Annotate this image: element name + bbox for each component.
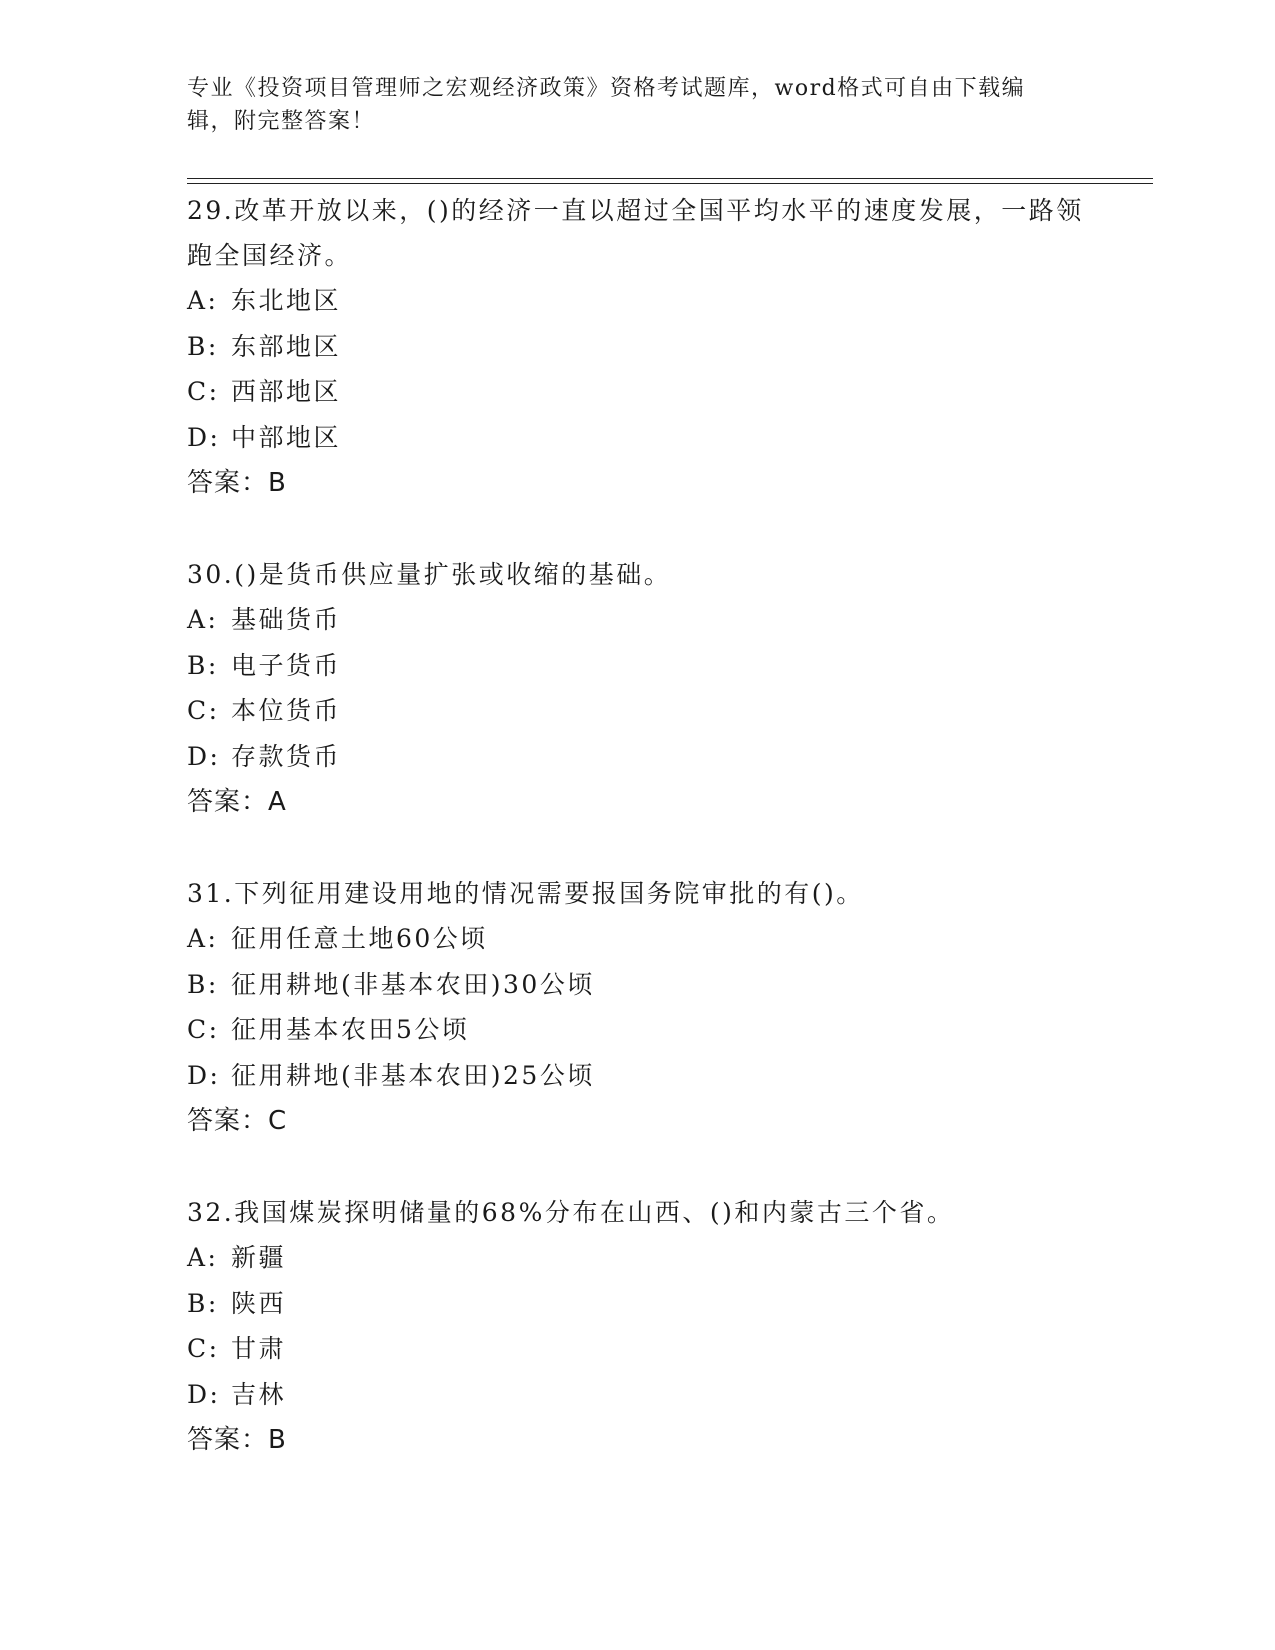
header-rule-top bbox=[187, 178, 1153, 179]
answer-line: 答案：B bbox=[187, 468, 287, 498]
option-letter: C: bbox=[187, 1334, 220, 1363]
question-29 bbox=[187, 188, 1087, 506]
answer-line: 答案：B bbox=[187, 1425, 287, 1455]
option-d bbox=[187, 415, 1087, 461]
option-a bbox=[187, 1235, 1087, 1281]
option-text: 征用任意土地60公顷 bbox=[231, 924, 488, 953]
option-text: 征用耕地(非基本农田)25公顷 bbox=[231, 1060, 595, 1090]
option-letter: C: bbox=[187, 1015, 220, 1044]
question-30 bbox=[187, 552, 1087, 825]
answer-line: 答案：A bbox=[187, 787, 287, 817]
question-stem: 30.()是货币供应量扩张或收缩的基础。 bbox=[187, 560, 672, 589]
question-31 bbox=[187, 871, 1087, 1144]
option-letter: B: bbox=[187, 331, 219, 361]
option-letter: C: bbox=[187, 696, 220, 725]
option-letter: A: bbox=[187, 1243, 219, 1272]
option-text: 中部地区 bbox=[231, 422, 342, 452]
option-letter: D: bbox=[187, 422, 221, 452]
option-letter: A: bbox=[187, 286, 219, 315]
question-stem: 29.改革开放以来，()的经济一直以超过全国平均水平的速度发展，一路领跑全国经济。 bbox=[187, 196, 1084, 270]
option-text: 西部地区 bbox=[231, 377, 342, 406]
option-text: 征用耕地(非基本农田)30公顷 bbox=[231, 969, 595, 999]
option-letter: B: bbox=[187, 1288, 219, 1318]
option-a bbox=[187, 597, 1087, 643]
option-letter: D: bbox=[187, 1379, 221, 1409]
option-c bbox=[187, 369, 1087, 415]
option-a bbox=[187, 278, 1087, 324]
option-text: 新疆 bbox=[231, 1243, 287, 1272]
option-letter: D: bbox=[187, 741, 221, 771]
option-c bbox=[187, 1007, 1087, 1053]
option-text: 东部地区 bbox=[231, 331, 342, 361]
option-letter: B: bbox=[187, 650, 219, 680]
option-b bbox=[187, 324, 1087, 370]
header-rule-bottom bbox=[187, 183, 1153, 184]
option-text: 吉林 bbox=[231, 1379, 287, 1409]
option-letter: A: bbox=[187, 605, 219, 634]
option-b bbox=[187, 1281, 1087, 1327]
option-text: 征用基本农田5公顷 bbox=[231, 1015, 470, 1044]
option-c bbox=[187, 688, 1087, 734]
option-b bbox=[187, 962, 1087, 1008]
option-letter: B: bbox=[187, 969, 219, 999]
question-stem: 31.下列征用建设用地的情况需要报国务院审批的有()。 bbox=[187, 879, 864, 908]
option-d bbox=[187, 1053, 1087, 1099]
question-list bbox=[187, 188, 1087, 1509]
option-a bbox=[187, 916, 1087, 962]
option-d bbox=[187, 1372, 1087, 1418]
option-text: 东北地区 bbox=[231, 286, 342, 315]
option-text: 电子货币 bbox=[231, 650, 342, 680]
option-c bbox=[187, 1326, 1087, 1372]
option-letter: A: bbox=[187, 924, 219, 953]
question-32 bbox=[187, 1190, 1087, 1463]
option-b bbox=[187, 643, 1087, 689]
option-letter: C: bbox=[187, 377, 220, 406]
option-letter: D: bbox=[187, 1060, 221, 1090]
option-d bbox=[187, 734, 1087, 780]
option-text: 存款货币 bbox=[231, 741, 342, 771]
answer-line: 答案：C bbox=[187, 1106, 288, 1136]
option-text: 本位货币 bbox=[231, 696, 342, 725]
document-header: 专业《投资项目管理师之宏观经济政策》资格考试题库，word格式可自由下载编辑，附完整答案！ bbox=[187, 76, 1026, 134]
question-stem: 32.我国煤炭探明储量的68%分布在山西、()和内蒙古三个省。 bbox=[187, 1198, 955, 1227]
option-text: 陕西 bbox=[231, 1288, 287, 1318]
option-text: 甘肃 bbox=[231, 1334, 287, 1363]
option-text: 基础货币 bbox=[231, 605, 342, 634]
